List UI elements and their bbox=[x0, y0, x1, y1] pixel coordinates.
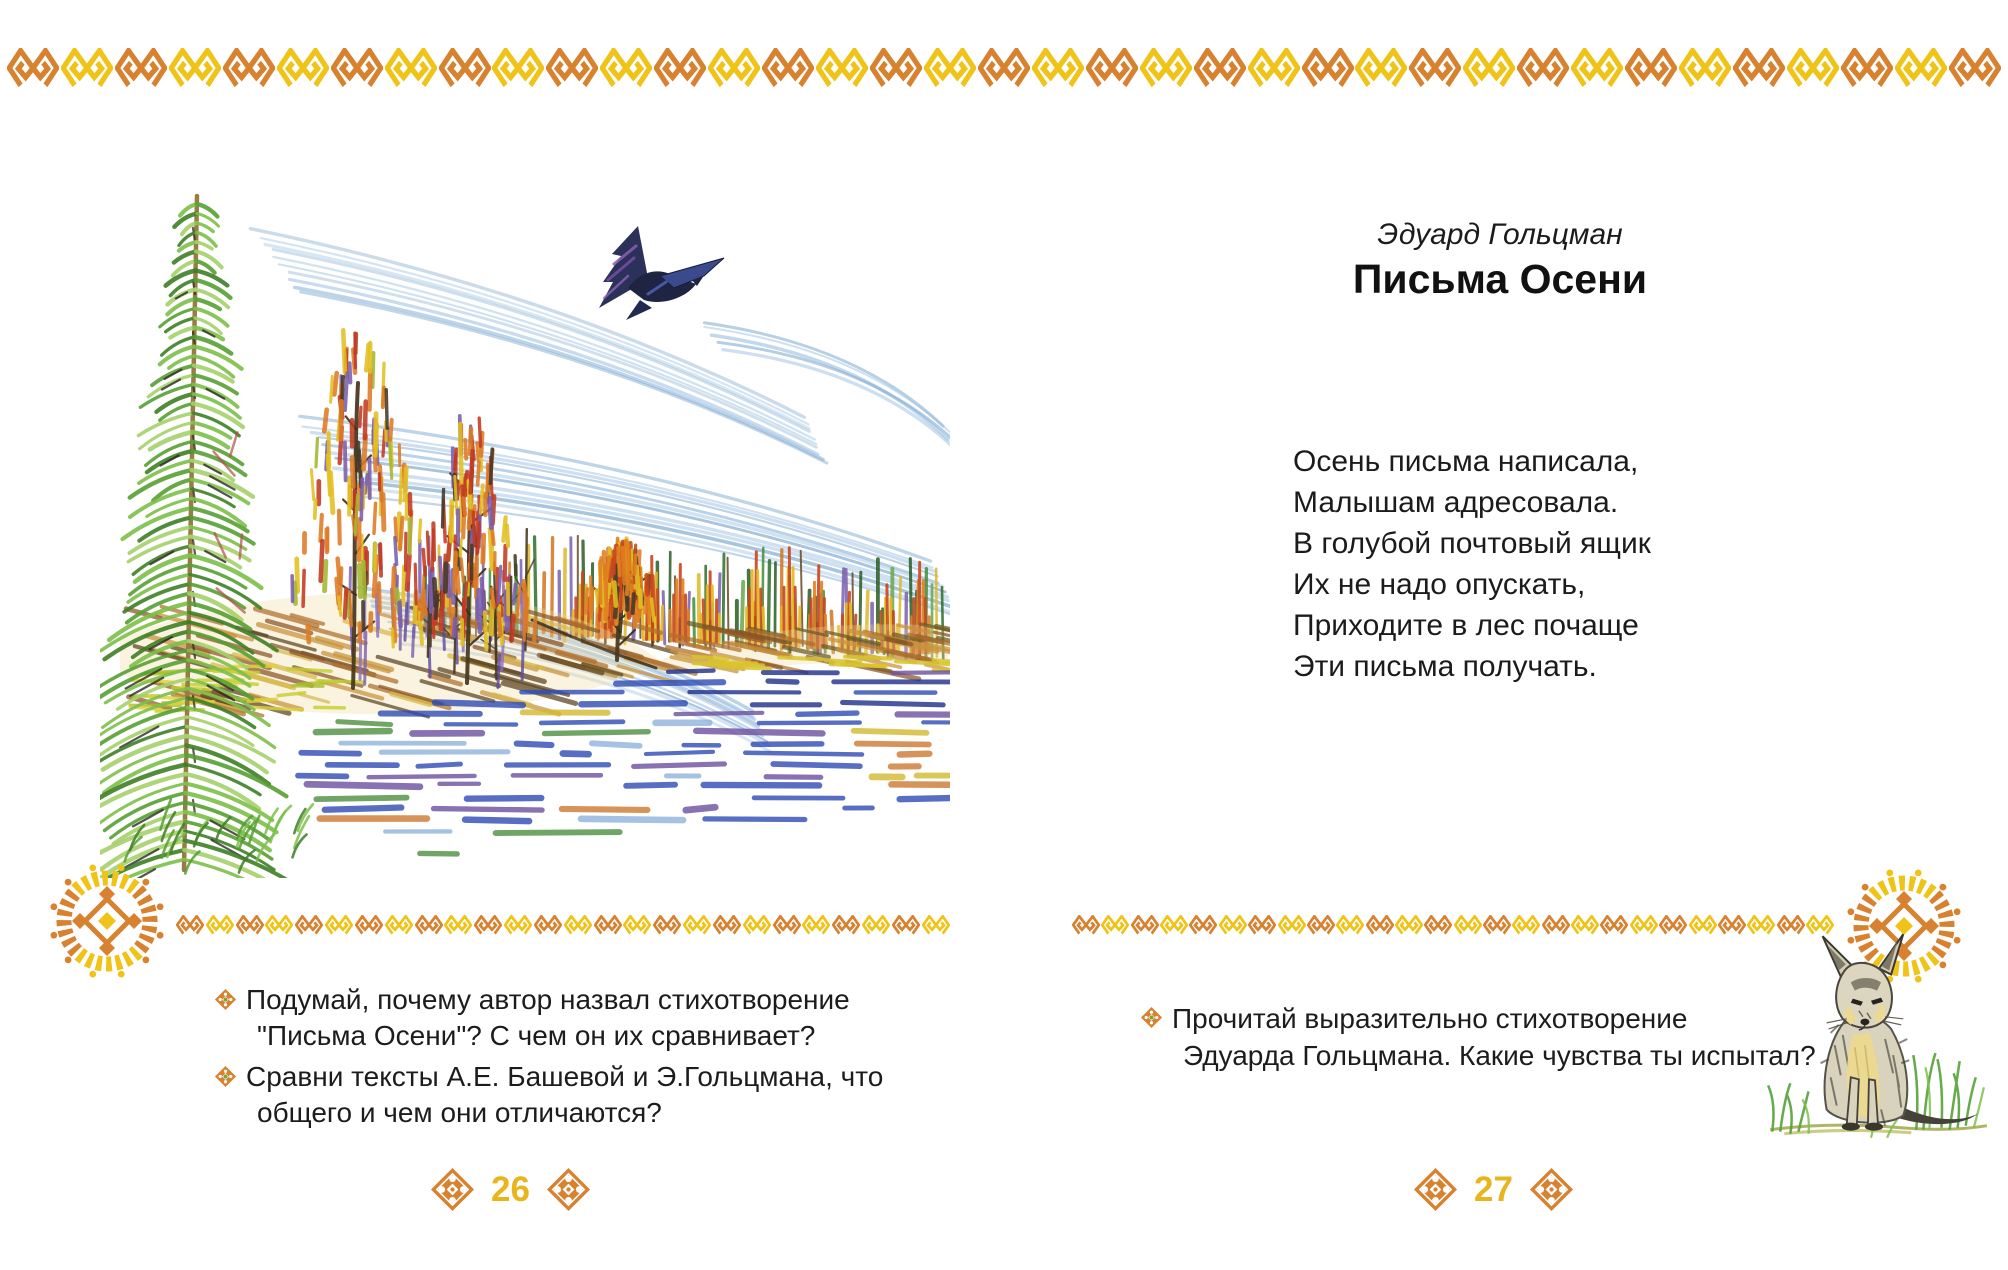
page-number: 27 bbox=[1474, 1169, 1513, 1209]
poem-author: Эдуард Гольцман bbox=[1377, 218, 1623, 251]
page-number-left bbox=[429, 1166, 592, 1213]
poem-line: В голубой почтовый ящик bbox=[1293, 527, 1651, 560]
page-rosette-icon bbox=[545, 1166, 592, 1213]
wolf-cub-sketch bbox=[1750, 926, 2002, 1153]
left-rosette-ornament bbox=[47, 861, 167, 981]
page-rosette-icon bbox=[1412, 1166, 1459, 1213]
question-line: Подумай, почему автор назвал стихотворение bbox=[246, 984, 850, 1015]
poem-line: Малышам адресовала. bbox=[1293, 486, 1619, 519]
question-text bbox=[1172, 1000, 1816, 1074]
autumn-landscape-illustration bbox=[100, 168, 950, 878]
left-divider-ornament bbox=[176, 914, 950, 936]
question-line: "Письма Осени"? С чем он их сравнивает? bbox=[257, 1020, 816, 1051]
page-number: 26 bbox=[491, 1169, 530, 1209]
question-text bbox=[246, 982, 850, 1054]
right-divider-ornament bbox=[1072, 914, 1834, 936]
poem-line: Их не надо опускать, bbox=[1293, 568, 1586, 601]
poem-line: Приходите в лес почаще bbox=[1293, 609, 1639, 642]
question-bullet-icon bbox=[214, 1065, 237, 1088]
question-bullet-icon bbox=[214, 988, 237, 1011]
poem-line: Эти письма получать. bbox=[1293, 650, 1597, 683]
left-page-questions bbox=[214, 982, 954, 1131]
question-line: Прочитай выразительно стихотворение bbox=[1172, 1003, 1688, 1034]
poem-title: Письма Осени bbox=[1352, 256, 1648, 302]
question-item bbox=[214, 1059, 954, 1131]
poem-text bbox=[1293, 441, 1651, 687]
question-line: Сравни тексты А.Е. Башевой и Э.Гольцмана, что bbox=[246, 1061, 884, 1092]
question-line: Эдуарда Гольцмана. Какие чувства ты испытал? bbox=[1183, 1040, 1816, 1071]
poem-line: Осень письма написала, bbox=[1293, 445, 1639, 478]
question-bullet-icon bbox=[1140, 1006, 1163, 1029]
question-text bbox=[246, 1059, 883, 1131]
page-rosette-icon bbox=[429, 1166, 476, 1213]
top-border-ornament bbox=[7, 47, 2001, 89]
question-item bbox=[214, 982, 954, 1054]
page-rosette-icon bbox=[1528, 1166, 1575, 1213]
page-number-right bbox=[1412, 1166, 1575, 1213]
question-line: общего и чем они отличаются? bbox=[257, 1097, 662, 1128]
